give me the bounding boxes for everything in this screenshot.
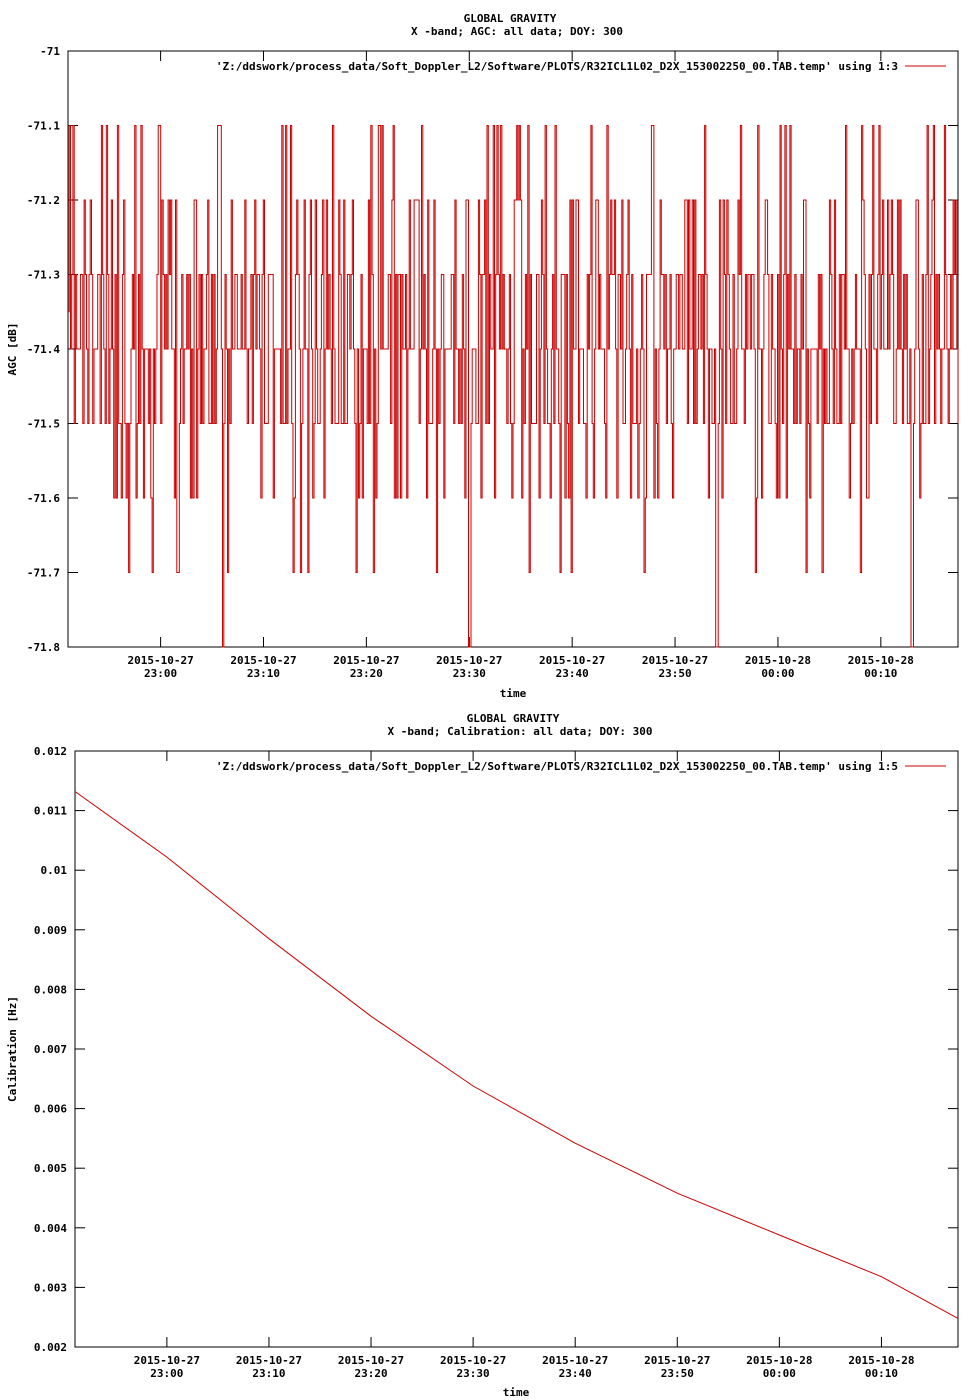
calibration-y-tick-label: 0.008	[33, 983, 67, 997]
agc-x-tick-date: 2015-10-27	[333, 654, 400, 667]
agc-y-tick-label: -71.1	[26, 119, 60, 133]
calibration-x-tick-time: 23:30	[456, 1367, 490, 1380]
calibration-x-tick-time: 00:00	[762, 1367, 796, 1380]
calibration-x-tick-time: 00:10	[864, 1367, 899, 1380]
calibration-x-tick-time: 23:40	[558, 1367, 592, 1380]
calibration-y-axis	[34, 745, 958, 1354]
agc-x-tick-time: 23:50	[658, 667, 692, 680]
agc-y-tick-label: -71.3	[26, 268, 60, 282]
calibration-y-tick-label: 0.011	[33, 804, 67, 818]
calibration-legend-label: 'Z:/ddswork/process_data/Soft_Doppler_L2/Software/PLOTS/R32ICL1L02_D2X_153002250_00.TAB.temp' using 1:5	[215, 760, 898, 773]
calibration-x-tick-date: 2015-10-27	[439, 1354, 507, 1367]
calibration-x-tick-time: 23:20	[354, 1367, 388, 1380]
calibration-chart-subtitle: X -band; Calibration: all data; DOY: 300	[387, 725, 653, 738]
agc-y-tick-label: -71.8	[26, 641, 60, 654]
calibration-x-tick-time: 23:50	[660, 1367, 694, 1380]
agc-y-tick-label: -71.7	[26, 566, 60, 580]
calibration-x-tick-date: 2015-10-27	[133, 1354, 200, 1367]
calibration-y-tick-label: 0.003	[33, 1281, 67, 1295]
calibration-y-tick-label: 0.01	[40, 864, 67, 878]
agc-x-tick-date: 2015-10-27	[127, 654, 194, 667]
calibration-x-tick-date: 2015-10-27	[542, 1354, 609, 1367]
agc-x-tick-time: 00:00	[761, 667, 795, 680]
agc-y-tick-label: -71.6	[26, 492, 60, 505]
agc-y-tick-label: -71.2	[26, 194, 60, 207]
calibration-y-tick-label: 0.002	[33, 1341, 67, 1354]
calibration-x-tick-date: 2015-10-27	[337, 1354, 405, 1367]
agc-chart-title: GLOBAL GRAVITY	[463, 12, 557, 25]
calibration-x-tick-date: 2015-10-28	[848, 1354, 915, 1367]
agc-x-tick-time: 23:20	[349, 667, 383, 680]
calibration-plot-frame	[75, 751, 958, 1347]
agc-x-axis-label: time	[499, 687, 527, 700]
calibration-y-tick-label: 0.004	[33, 1221, 67, 1235]
agc-x-tick-date: 2015-10-27	[641, 654, 709, 667]
agc-x-tick-time: 00:10	[864, 667, 898, 680]
agc-x-tick-date: 2015-10-28	[744, 654, 812, 667]
agc-x-tick-time: 23:30	[452, 667, 486, 680]
agc-legend-label: 'Z:/ddswork/process_data/Soft_Doppler_L2/Software/PLOTS/R32ICL1L02_D2X_153002250_00.TAB.temp' using 1:3	[215, 60, 898, 73]
calibration-y-tick-label: 0.005	[33, 1162, 67, 1176]
agc-x-tick-time: 23:10	[246, 667, 281, 680]
calibration-y-tick-label: 0.012	[33, 745, 67, 758]
agc-x-tick-time: 23:40	[555, 667, 589, 680]
calibration-y-axis-label: Calibration [Hz]	[6, 996, 19, 1102]
calibration-x-tick-date: 2015-10-27	[644, 1354, 711, 1367]
calibration-series-line	[75, 792, 958, 1319]
agc-y-tick-label: -71	[40, 45, 60, 58]
agc-x-tick-time: 23:00	[144, 667, 178, 680]
agc-x-tick-date: 2015-10-28	[847, 654, 914, 667]
calibration-chart-title: GLOBAL GRAVITY	[466, 712, 560, 725]
agc-chart	[6, 12, 958, 700]
agc-y-tick-label: -71.4	[26, 343, 60, 356]
agc-x-tick-date: 2015-10-27	[230, 654, 297, 667]
agc-x-tick-date: 2015-10-27	[436, 654, 503, 667]
agc-series-line	[68, 126, 958, 648]
calibration-x-tick-date: 2015-10-27	[235, 1354, 303, 1367]
calibration-chart	[6, 712, 958, 1399]
agc-y-tick-label: -71.5	[26, 417, 60, 431]
calibration-x-axis	[134, 751, 915, 1380]
calibration-x-tick-date: 2015-10-28	[746, 1354, 813, 1367]
calibration-y-tick-label: 0.007	[33, 1043, 67, 1056]
agc-y-axis-label: AGC [dB]	[6, 322, 19, 376]
calibration-y-tick-label: 0.009	[33, 923, 67, 937]
agc-chart-subtitle: X -band; AGC: all data; DOY: 300	[411, 25, 623, 38]
calibration-x-tick-time: 23:00	[150, 1367, 184, 1380]
calibration-y-tick-label: 0.006	[33, 1102, 67, 1116]
agc-x-tick-date: 2015-10-27	[539, 654, 606, 667]
calibration-x-tick-time: 23:10	[252, 1367, 286, 1380]
calibration-x-axis-label: time	[502, 1386, 530, 1399]
